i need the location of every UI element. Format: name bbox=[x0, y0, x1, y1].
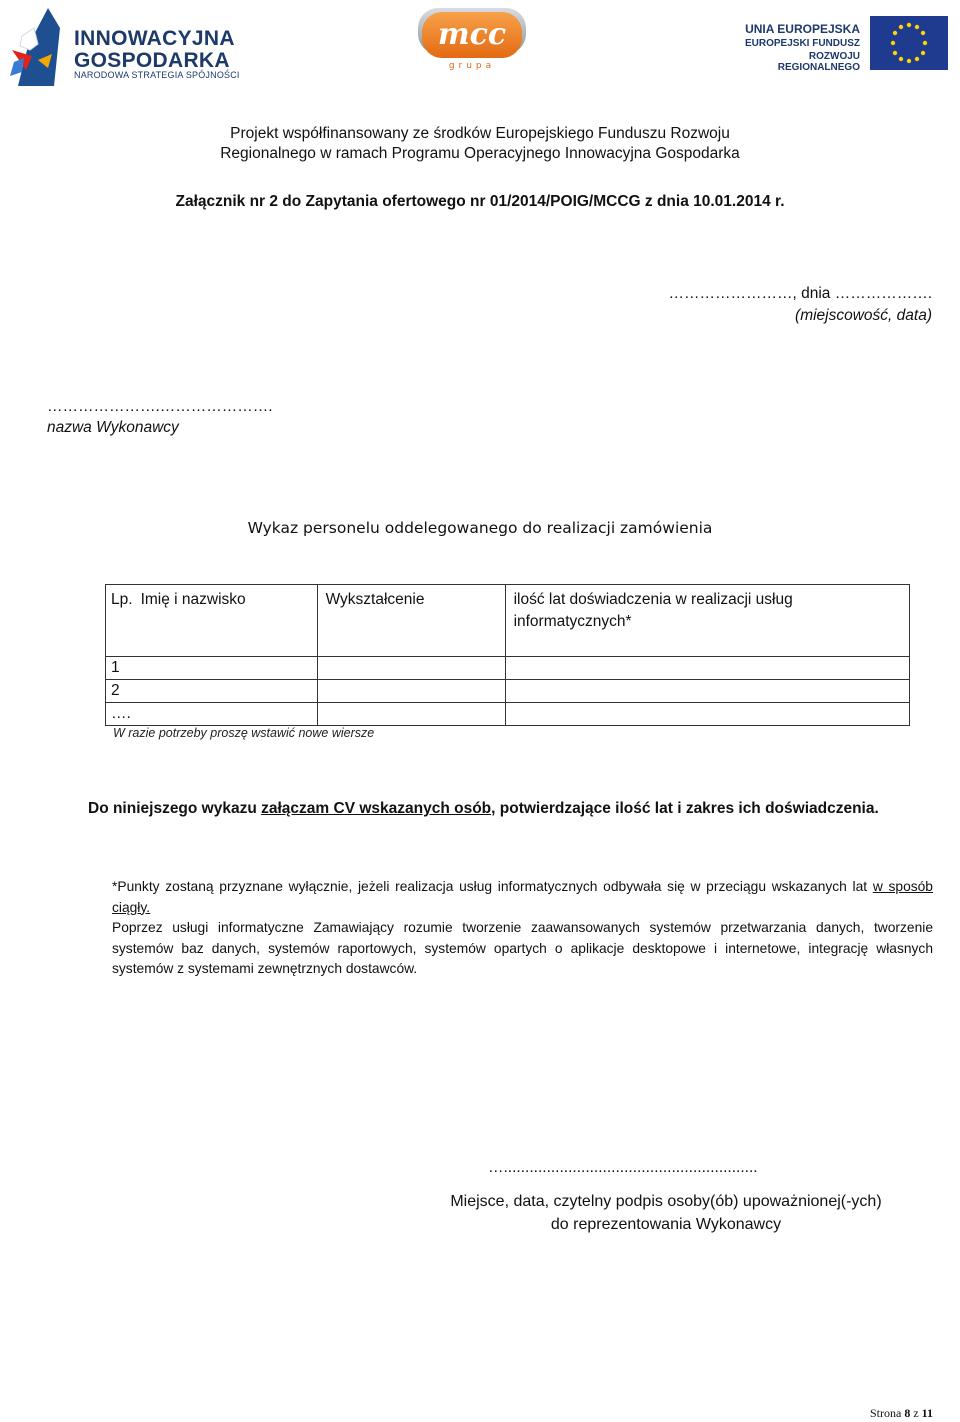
table-row bbox=[106, 657, 910, 680]
row-experience-cell[interactable] bbox=[505, 680, 909, 703]
footnote-continuous: w sposób ciągły. bbox=[112, 879, 933, 915]
cofinancing-line-1: Projekt współfinansowany ze środków Europejskiego Funduszu Rozwoju bbox=[230, 125, 730, 142]
row-experience-cell[interactable] bbox=[505, 703, 909, 726]
row-education-cell[interactable] bbox=[317, 680, 505, 703]
footnote-definition: Poprzez usługi informatyczne Zamawiający rozumie tworzenie zaawansowanych systemów przetwarzania danych, tworzenie systemów baz danych, systemów raportowych, systemów opartych o aplikacje desktopowe i internetowe, integrację własnych systemów z systemami zewnętrznych dostawców. bbox=[112, 920, 933, 976]
header-education: Wykształcenie bbox=[317, 585, 505, 657]
footnote-points: *Punkty zostaną przyznane wyłącznie, jeżeli realizacja usług informatycznych odbywała się w przeciągu wskazanych lat w sposób ciągły. bbox=[112, 879, 933, 915]
row-education-cell[interactable] bbox=[317, 703, 505, 726]
place-date-field: ……………………, dnia ………………. bbox=[668, 285, 932, 302]
contractor-name-field: ………………….…………………. bbox=[47, 398, 273, 415]
eu-line-3: ROZWOJU REGIONALNEGO bbox=[777, 51, 860, 73]
attachment-statement bbox=[88, 800, 879, 818]
contractor-name-label: nazwa Wykonawcy bbox=[47, 419, 179, 436]
star-emblem-icon bbox=[8, 6, 74, 88]
cofinancing-line-2: Regionalnego w ramach Programu Operacyjnego Innowacyjna Gospodarka bbox=[220, 145, 740, 162]
mcc-grupa-logo bbox=[414, 6, 532, 74]
page-number: Strona 8 z 11 bbox=[869, 1406, 933, 1420]
row-education-cell[interactable] bbox=[317, 657, 505, 680]
header-name: Imię i nazwisko bbox=[133, 585, 318, 657]
eu-line-1: UNIA EUROPEJSKA bbox=[745, 22, 860, 36]
svg-text:mcc: mcc bbox=[437, 17, 507, 52]
personnel-table bbox=[105, 584, 910, 726]
row-number: …. bbox=[106, 703, 133, 726]
cofinancing-statement bbox=[0, 124, 960, 164]
annex-title: Załącznik nr 2 do Zapytania ofertowego nr 01/2014/POIG/MCCG z dnia 10.01.2014 r. bbox=[175, 193, 785, 210]
table-header-row bbox=[106, 585, 910, 657]
document-title: Wykaz personelu oddelegowanego do realizacji zamówienia bbox=[247, 519, 713, 537]
row-name-cell[interactable] bbox=[133, 657, 318, 680]
signature-label-line-1: Miejsce, data, czytelny podpis osoby(ób) upoważnionej(-ych) bbox=[450, 1193, 882, 1210]
signature-field: …........................................................... bbox=[488, 1159, 758, 1176]
row-number: 1 bbox=[106, 657, 133, 680]
header-experience: ilość lat doświadczenia w realizacji usług informatycznych* bbox=[505, 585, 909, 657]
attach-part-1: Do niniejszego wykazu bbox=[88, 800, 262, 817]
row-name-cell[interactable] bbox=[133, 703, 318, 726]
signature-label bbox=[430, 1190, 902, 1236]
logo-subtitle: NARODOWA STRATEGIA SPÓJNOŚCI bbox=[74, 70, 240, 80]
row-number: 2 bbox=[106, 680, 133, 703]
table-note: W razie potrzeby proszę wstawić nowe wiersze bbox=[113, 726, 375, 740]
table-row bbox=[106, 680, 910, 703]
header-lp: Lp. bbox=[106, 585, 133, 657]
eu-flag-icon bbox=[870, 16, 948, 70]
row-name-cell[interactable] bbox=[133, 680, 318, 703]
signature-label-line-2: do reprezentowania Wykonawcy bbox=[550, 1216, 782, 1233]
footnote bbox=[112, 877, 933, 980]
svg-text:grupa: grupa bbox=[448, 61, 496, 71]
logo-title: INNOWACYJNA GOSPODARKA bbox=[74, 27, 235, 72]
innowacyjna-gospodarka-logo bbox=[8, 6, 258, 88]
eu-fund-logo bbox=[724, 14, 950, 74]
table-row bbox=[106, 703, 910, 726]
eu-line-2: EUROPEJSKI FUNDUSZ bbox=[744, 38, 860, 49]
attach-part-2: załączam CV wskazanych osób bbox=[261, 800, 492, 817]
place-date-label: (miejscowość, data) bbox=[795, 307, 932, 324]
row-experience-cell[interactable] bbox=[505, 657, 909, 680]
attach-part-3: , potwierdzające ilość lat i zakres ich doświadczenia. bbox=[491, 800, 879, 817]
